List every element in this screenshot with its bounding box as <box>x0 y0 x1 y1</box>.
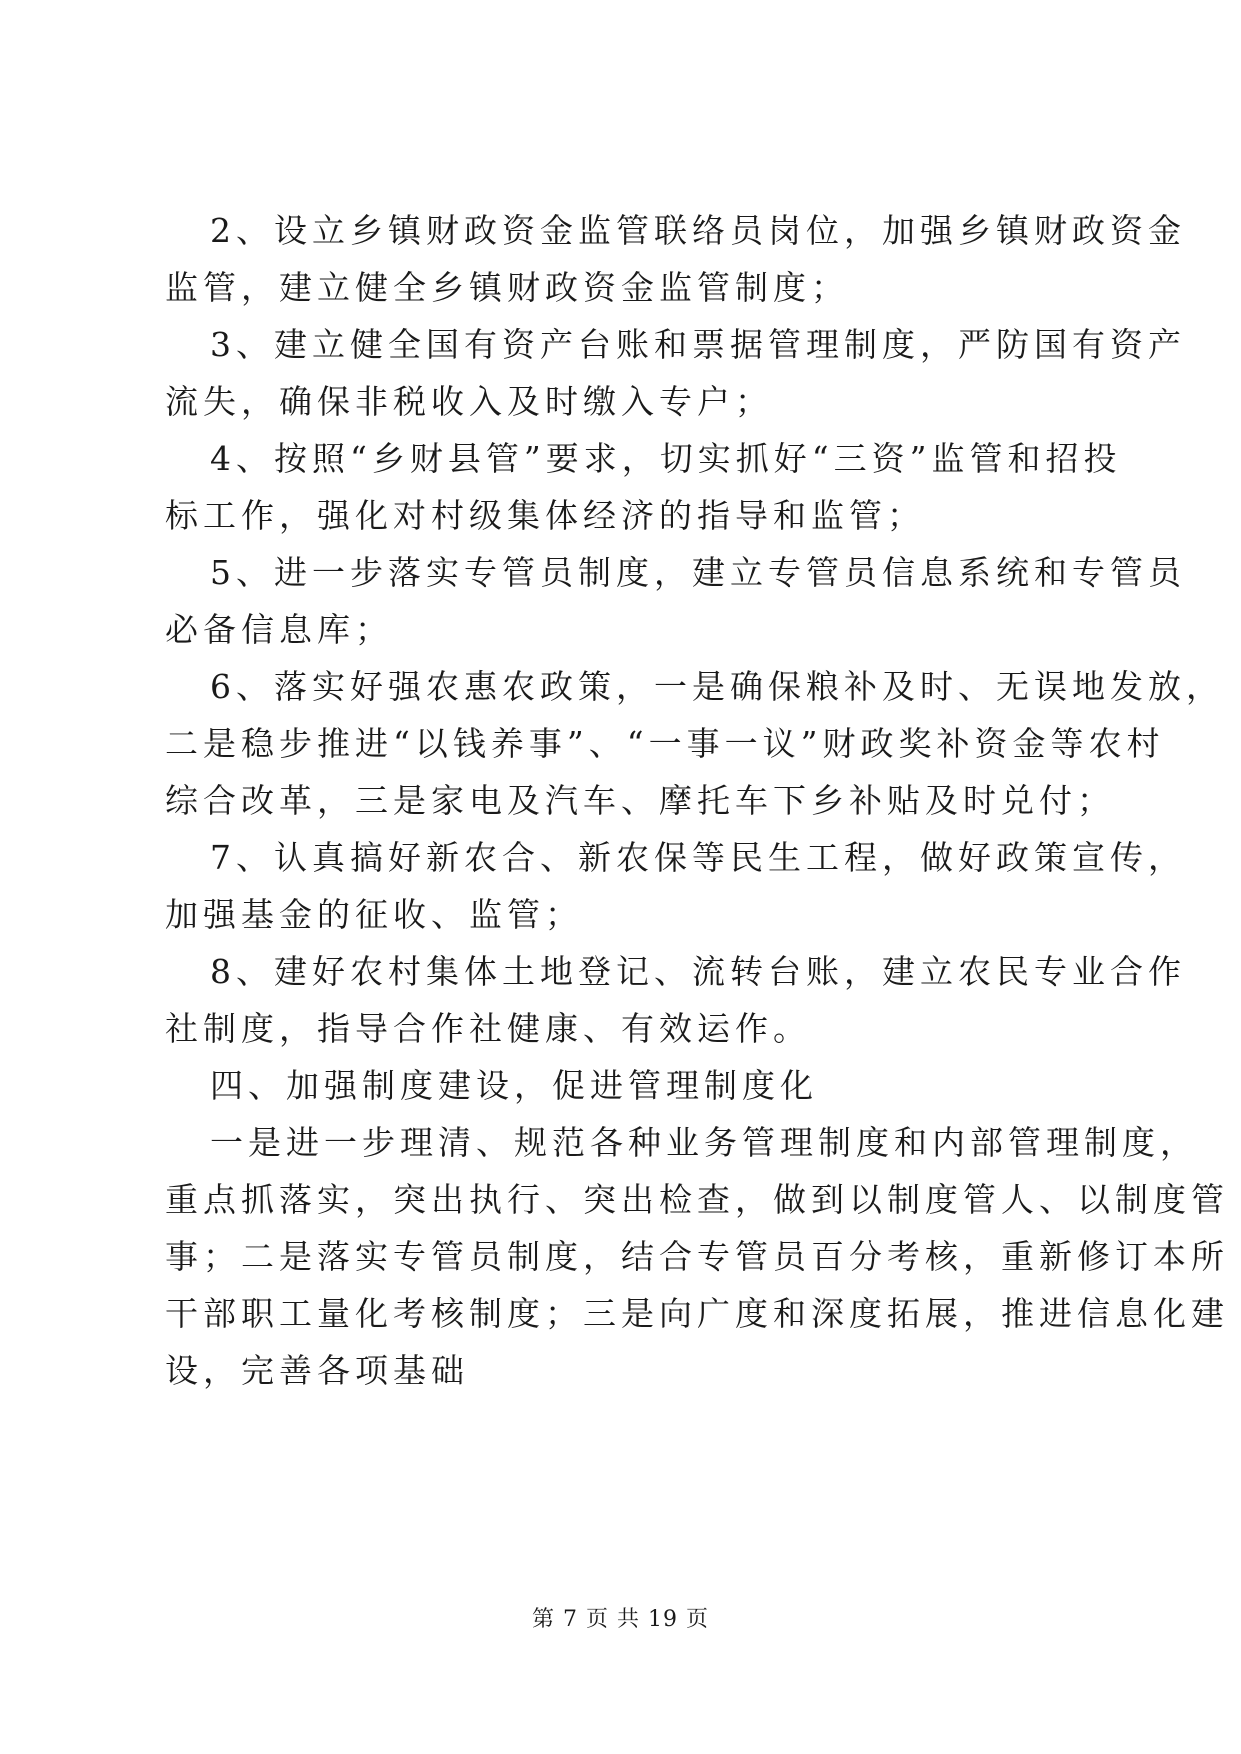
paragraph-line: 综合改革，三是家电及汽车、摩托车下乡补贴及时兑付； <box>165 781 1115 820</box>
page-number-footer: 第 7 页 共 19 页 <box>532 1607 709 1632</box>
paragraph-line: 一是进一步理清、规范各种业务管理制度和内部管理制度， <box>210 1123 1198 1162</box>
paragraph-line: 5、进一步落实专管员制度，建立专管员信息系统和专管员 <box>210 553 1186 592</box>
paragraph-line: 社制度，指导合作社健康、有效运作。 <box>165 1009 811 1048</box>
paragraph-line: 流失，确保非税收入及时缴入专户； <box>165 382 773 421</box>
paragraph-line: 设，完善各项基础 <box>165 1351 469 1390</box>
paragraph-line: 监管，建立健全乡镇财政资金监管制度； <box>165 268 849 307</box>
paragraph-line: 重点抓落实，突出执行、突出检查，做到以制度管人、以制度管 <box>165 1180 1229 1219</box>
paragraph-line: 标工作，强化对村级集体经济的指导和监管； <box>165 496 925 535</box>
paragraph-line: 二是稳步推进“以钱养事”、“一事一议”财政奖补资金等农村 <box>165 724 1165 763</box>
paragraph-line: 必备信息库； <box>165 610 393 649</box>
paragraph-line: 6、落实好强农惠农政策，一是确保粮补及时、无误地发放， <box>210 667 1224 706</box>
paragraph-line: 干部职工量化考核制度；三是向广度和深度拓展，推进信息化建 <box>165 1294 1229 1333</box>
paragraph-line: 4、按照“乡财县管”要求，切实抓好“三资”监管和招投 <box>210 439 1122 478</box>
paragraph-line: 3、建立健全国有资产台账和票据管理制度，严防国有资产 <box>210 325 1186 364</box>
paragraph-line: 8、建好农村集体土地登记、流转台账，建立农民专业合作 <box>210 952 1186 991</box>
paragraph-line: 2、设立乡镇财政资金监管联络员岗位，加强乡镇财政资金 <box>210 211 1186 250</box>
paragraph-line: 加强基金的征收、监管； <box>165 895 583 934</box>
section-heading: 四、加强制度建设，促进管理制度化 <box>210 1066 818 1105</box>
paragraph-line: 事；二是落实专管员制度，结合专管员百分考核，重新修订本所 <box>165 1237 1229 1276</box>
paragraph-line: 7、认真搞好新农合、新农保等民生工程，做好政策宣传， <box>210 838 1186 877</box>
